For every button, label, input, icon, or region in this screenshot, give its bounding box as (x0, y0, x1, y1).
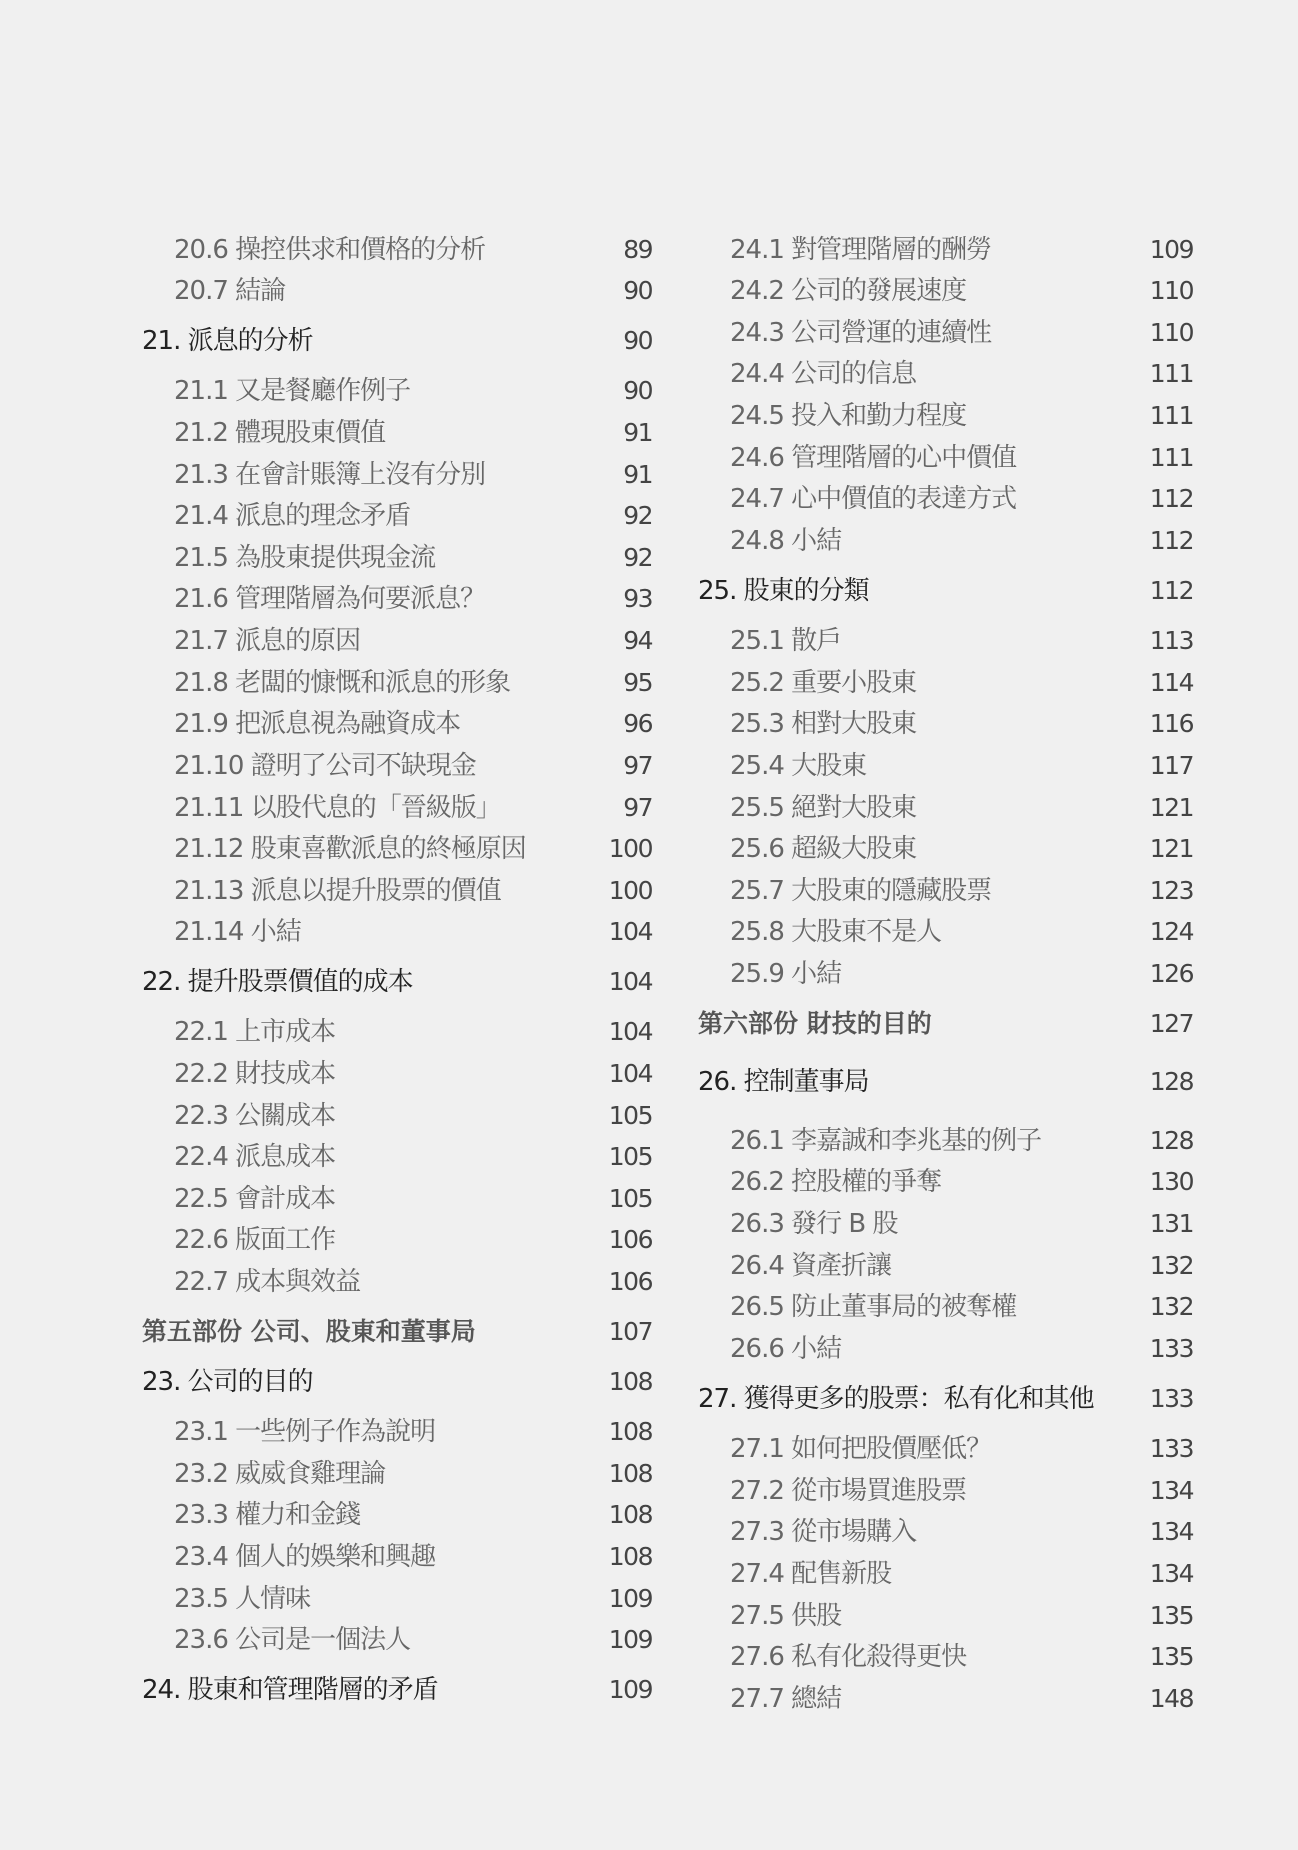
toc-sub-entry[interactable] (142, 1137, 652, 1177)
toc-sub-entry[interactable] (698, 1204, 1193, 1244)
toc-sub-entry[interactable] (142, 704, 652, 744)
toc-entry-title: 22.6 版面工作 (174, 1225, 336, 1255)
toc-page-number: 134 (1149, 1476, 1193, 1505)
toc-page-number: 106 (608, 1225, 652, 1254)
toc-sub-entry[interactable] (698, 1596, 1193, 1636)
toc-entry-title: 26.3 發行 B 股 (730, 1209, 898, 1239)
toc-sub-entry[interactable] (142, 271, 652, 311)
toc-page-number: 90 (623, 376, 652, 405)
toc-entry-title: 第五部份 公司、股東和董事局 (142, 1317, 476, 1346)
toc-entry-title: 25.8 大股東不是人 (730, 917, 942, 947)
toc-entry-title: 22.5 會計成本 (174, 1184, 336, 1214)
toc-sub-entry[interactable] (142, 663, 652, 703)
toc-page-number: 91 (623, 460, 652, 489)
toc-sub-entry[interactable] (142, 538, 652, 578)
toc-page-number: 108 (608, 1500, 652, 1529)
toc-page-number: 93 (623, 584, 652, 613)
toc-sub-entry[interactable] (698, 829, 1193, 869)
toc-sub-entry[interactable] (142, 1220, 652, 1260)
toc-entry-title: 26.1 李嘉誠和李兆基的例子 (730, 1126, 1042, 1156)
toc-sub-entry[interactable] (698, 912, 1193, 952)
toc-sub-entry[interactable] (698, 1162, 1193, 1202)
toc-sub-entry[interactable] (142, 496, 652, 536)
toc-page-number: 92 (623, 543, 652, 572)
toc-chapter-entry[interactable] (142, 1362, 652, 1402)
toc-page-number: 95 (623, 668, 652, 697)
toc-page-number: 111 (1149, 443, 1193, 472)
toc-entry-title: 21.13 派息以提升股票的價值 (174, 876, 501, 906)
toc-entry-title: 22.2 財技成本 (174, 1059, 336, 1089)
toc-page-number: 105 (608, 1184, 652, 1213)
toc-page-number: 134 (1149, 1517, 1193, 1546)
toc-entry-title: 26.4 資產折讓 (730, 1251, 892, 1281)
toc-entry-title: 第六部份 財技的目的 (698, 1009, 932, 1038)
toc-part-entry[interactable] (142, 1312, 652, 1352)
toc-page-number: 126 (1149, 959, 1193, 988)
toc-page-number: 110 (1149, 276, 1193, 305)
toc-sub-entry[interactable] (142, 1454, 652, 1494)
toc-entry-title: 27.1 如何把股價壓低？ (730, 1434, 992, 1464)
toc-entry-title: 23.3 權力和金錢 (174, 1500, 361, 1530)
toc-entry-title: 27.2 從市場買進股票 (730, 1476, 967, 1506)
toc-chapter-entry[interactable] (142, 1670, 652, 1710)
toc-part-entry[interactable] (698, 1004, 1193, 1044)
toc-page-number: 128 (1149, 1067, 1193, 1096)
toc-sub-entry[interactable] (698, 663, 1193, 703)
toc-sub-entry[interactable] (698, 479, 1193, 519)
toc-page-number: 108 (608, 1542, 652, 1571)
toc-page-number: 111 (1149, 359, 1193, 388)
toc-sub-entry[interactable] (142, 1054, 652, 1094)
toc-entry-title: 24.4 公司的信息 (730, 359, 917, 389)
toc-sub-entry[interactable] (142, 230, 652, 270)
toc-page-number: 124 (1149, 917, 1193, 946)
toc-sub-entry[interactable] (142, 1412, 652, 1452)
toc-entry-title: 21.1 又是餐廳作例子 (174, 376, 411, 406)
toc-page-number: 133 (1149, 1384, 1193, 1413)
toc-entry-title: 21.8 老闆的慷慨和派息的形象 (174, 668, 511, 698)
toc-page-number: 132 (1149, 1292, 1193, 1321)
toc-page-number: 132 (1149, 1251, 1193, 1280)
toc-page-number: 109 (608, 1584, 652, 1613)
toc-page-number: 92 (623, 501, 652, 530)
toc-sub-entry[interactable] (698, 704, 1193, 744)
toc-entry-title: 23.5 人情味 (174, 1584, 311, 1614)
toc-entry-title: 23.1 一些例子作為說明 (174, 1417, 436, 1447)
toc-entry-title: 25.2 重要小股東 (730, 668, 917, 698)
toc-entry-title: 25.7 大股東的隱藏股票 (730, 876, 992, 906)
toc-page-number: 114 (1149, 668, 1193, 697)
toc-chapter-entry[interactable] (698, 571, 1193, 611)
toc-entry-title: 24.5 投入和勤力程度 (730, 401, 967, 431)
toc-entry-title: 24. 股東和管理階層的矛盾 (142, 1675, 438, 1705)
toc-entry-title: 22.1 上市成本 (174, 1017, 336, 1047)
toc-entry-title: 22.3 公關成本 (174, 1101, 336, 1131)
toc-page-number: 94 (623, 626, 652, 655)
toc-sub-entry[interactable] (142, 1179, 652, 1219)
toc-page-number: 131 (1149, 1209, 1193, 1238)
toc-sub-entry[interactable] (142, 829, 652, 869)
toc-page-number: 135 (1149, 1642, 1193, 1671)
toc-sub-entry[interactable] (142, 1012, 652, 1052)
toc-sub-entry[interactable] (142, 1096, 652, 1136)
toc-entry-title: 27.7 總結 (730, 1684, 842, 1714)
toc-entry-title: 20.7 結論 (174, 276, 286, 306)
toc-page-number: 112 (1149, 526, 1193, 555)
toc-entry-title: 25.5 絕對大股東 (730, 793, 917, 823)
toc-entry-title: 21.5 為股東提供現金流 (174, 543, 436, 573)
toc-page-number: 97 (623, 793, 652, 822)
toc-page-number: 117 (1149, 751, 1193, 780)
toc-entry-title: 25.6 超級大股東 (730, 834, 917, 864)
toc-page-number: 105 (608, 1101, 652, 1130)
toc-entry-title: 21.6 管理階層為何要派息？ (174, 584, 486, 614)
toc-page-number: 107 (608, 1317, 652, 1346)
toc-page-number: 96 (623, 709, 652, 738)
toc-entry-title: 25. 股東的分類 (698, 576, 869, 606)
toc-entry-title: 21.3 在會計賬簿上沒有分別 (174, 460, 486, 490)
toc-sub-entry[interactable] (698, 230, 1193, 270)
toc-page-number: 109 (608, 1625, 652, 1654)
toc-entry-title: 22. 提升股票價值的成本 (142, 967, 413, 997)
toc-sub-entry[interactable] (698, 271, 1193, 311)
toc-sub-entry[interactable] (698, 1679, 1193, 1719)
toc-entry-title: 21.4 派息的理念矛盾 (174, 501, 411, 531)
toc-entry-title: 20.6 操控供求和價格的分析 (174, 235, 486, 265)
toc-sub-entry[interactable] (698, 438, 1193, 478)
toc-sub-entry[interactable] (698, 354, 1193, 394)
toc-entry-title: 23.6 公司是一個法人 (174, 1625, 411, 1655)
toc-page-number: 127 (1149, 1009, 1193, 1038)
toc-page-number: 109 (1149, 235, 1193, 264)
toc-entry-title: 24.8 小結 (730, 526, 842, 556)
toc-page-number: 104 (608, 917, 652, 946)
toc-sub-entry[interactable] (698, 1246, 1193, 1286)
toc-sub-entry[interactable] (698, 1121, 1193, 1161)
toc-entry-title: 27.3 從市場購入 (730, 1517, 917, 1547)
toc-chapter-entry[interactable] (142, 321, 652, 361)
toc-sub-entry[interactable] (698, 1287, 1193, 1327)
toc-page-number: 89 (623, 235, 652, 264)
toc-sub-entry[interactable] (698, 954, 1193, 994)
toc-entry-title: 24.7 心中價值的表達方式 (730, 484, 1017, 514)
toc-page-number: 116 (1149, 709, 1193, 738)
toc-entry-title: 24.6 管理階層的心中價值 (730, 443, 1017, 473)
toc-page-number: 111 (1149, 401, 1193, 430)
toc-sub-entry[interactable] (142, 413, 652, 453)
toc-page-number: 128 (1149, 1126, 1193, 1155)
toc-page-number: 112 (1149, 484, 1193, 513)
toc-entry-title: 21.2 體現股東價值 (174, 418, 386, 448)
toc-page-number: 133 (1149, 1434, 1193, 1463)
toc-page-number: 121 (1149, 793, 1193, 822)
toc-sub-entry[interactable] (142, 1495, 652, 1535)
toc-page-number: 135 (1149, 1601, 1193, 1630)
toc-entry-title: 26.5 防止董事局的被奪權 (730, 1292, 1017, 1322)
toc-entry-title: 21. 派息的分析 (142, 326, 313, 356)
toc-page-number: 105 (608, 1142, 652, 1171)
toc-page-number: 134 (1149, 1559, 1193, 1588)
toc-page-number: 104 (608, 1059, 652, 1088)
toc-sub-entry[interactable] (142, 1537, 652, 1577)
toc-sub-entry[interactable] (142, 912, 652, 952)
toc-entry-title: 26. 控制董事局 (698, 1067, 869, 1097)
toc-sub-entry[interactable] (698, 1329, 1193, 1369)
toc-entry-title: 23.2 威威食雞理論 (174, 1459, 386, 1489)
toc-page-number: 109 (608, 1675, 652, 1704)
toc-entry-title: 22.7 成本與效益 (174, 1267, 361, 1297)
toc-entry-title: 25.3 相對大股東 (730, 709, 917, 739)
toc-chapter-entry[interactable] (698, 1062, 1193, 1102)
toc-page-number: 104 (608, 1017, 652, 1046)
toc-page-number: 97 (623, 751, 652, 780)
toc-entry-title: 25.9 小結 (730, 959, 842, 989)
toc-entry-title: 25.4 大股東 (730, 751, 867, 781)
toc-entry-title: 24.1 對管理階層的酬勞 (730, 235, 992, 265)
toc-page-number: 108 (608, 1459, 652, 1488)
toc-entry-title: 22.4 派息成本 (174, 1142, 336, 1172)
toc-page-number: 90 (623, 326, 652, 355)
toc-entry-title: 21.12 股東喜歡派息的終極原因 (174, 834, 526, 864)
toc-page-number: 130 (1149, 1167, 1193, 1196)
toc-entry-title: 27.4 配售新股 (730, 1559, 892, 1589)
toc-sub-entry[interactable] (698, 313, 1193, 353)
toc-page-number: 112 (1149, 576, 1193, 605)
toc-sub-entry[interactable] (142, 788, 652, 828)
toc-entry-title: 25.1 散戶 (730, 626, 842, 656)
toc-page-number: 110 (1149, 318, 1193, 347)
toc-entry-title: 24.2 公司的發展速度 (730, 276, 967, 306)
toc-sub-entry[interactable] (698, 1637, 1193, 1677)
toc-sub-entry[interactable] (142, 1620, 652, 1660)
toc-page-number: 133 (1149, 1334, 1193, 1363)
toc-sub-entry[interactable] (142, 746, 652, 786)
toc-page-number: 100 (608, 834, 652, 863)
toc-entry-title: 26.2 控股權的爭奪 (730, 1167, 942, 1197)
toc-page-number: 100 (608, 876, 652, 905)
toc-sub-entry[interactable] (698, 521, 1193, 561)
toc-page-number: 91 (623, 418, 652, 447)
toc-page-number: 106 (608, 1267, 652, 1296)
toc-entry-title: 21.14 小結 (174, 917, 301, 947)
toc-entry-title: 21.10 證明了公司不缺現金 (174, 751, 476, 781)
toc-page-number: 108 (608, 1417, 652, 1446)
toc-page-number: 123 (1149, 876, 1193, 905)
toc-sub-entry[interactable] (698, 871, 1193, 911)
toc-page-number: 113 (1149, 626, 1193, 655)
toc-entry-title: 21.7 派息的原因 (174, 626, 361, 656)
toc-page-number: 90 (623, 276, 652, 305)
toc-entry-title: 27.6 私有化殺得更快 (730, 1642, 967, 1672)
toc-sub-entry[interactable] (698, 1512, 1193, 1552)
toc-entry-title: 26.6 小結 (730, 1334, 842, 1364)
toc-sub-entry[interactable] (142, 621, 652, 661)
toc-page-number: 121 (1149, 834, 1193, 863)
toc-page-number: 148 (1149, 1684, 1193, 1713)
toc-sub-entry[interactable] (142, 579, 652, 619)
toc-chapter-entry[interactable] (142, 962, 652, 1002)
toc-sub-entry[interactable] (142, 455, 652, 495)
toc-entry-title: 23. 公司的目的 (142, 1367, 313, 1397)
toc-sub-entry[interactable] (142, 371, 652, 411)
toc-entry-title: 27. 獲得更多的股票：私有化和其他 (698, 1384, 1094, 1414)
toc-entry-title: 23.4 個人的娛樂和興趣 (174, 1542, 436, 1572)
toc-entry-title: 21.11 以股代息的「晉級版」 (174, 793, 501, 823)
toc-entry-title: 21.9 把派息視為融資成本 (174, 709, 461, 739)
toc-sub-entry[interactable] (698, 746, 1193, 786)
toc-sub-entry[interactable] (698, 1554, 1193, 1594)
toc-entry-title: 27.5 供股 (730, 1601, 842, 1631)
toc-sub-entry[interactable] (142, 1579, 652, 1619)
toc-page-number: 104 (608, 967, 652, 996)
toc-page-number: 108 (608, 1367, 652, 1396)
toc-sub-entry[interactable] (698, 396, 1193, 436)
toc-sub-entry[interactable] (698, 621, 1193, 661)
toc-chapter-entry[interactable] (698, 1379, 1193, 1419)
toc-sub-entry[interactable] (698, 1429, 1193, 1469)
toc-entry-title: 24.3 公司營運的連續性 (730, 318, 992, 348)
toc-sub-entry[interactable] (698, 788, 1193, 828)
toc-sub-entry[interactable] (698, 1471, 1193, 1511)
toc-sub-entry[interactable] (142, 1262, 652, 1302)
toc-sub-entry[interactable] (142, 871, 652, 911)
